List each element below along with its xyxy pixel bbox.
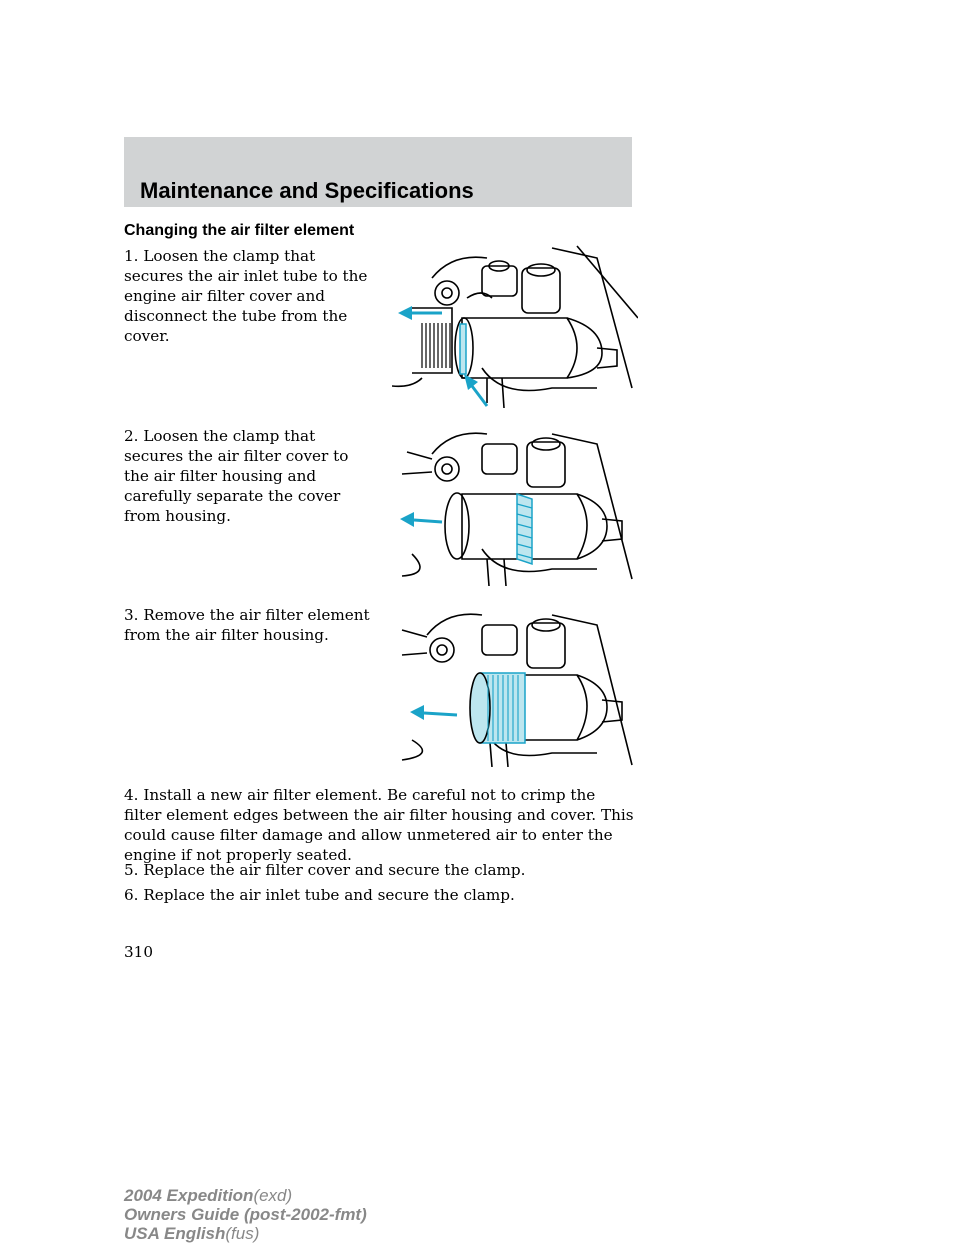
section-heading: Changing the air filter element [124, 222, 355, 239]
step-5-text: 5. Replace the air filter cover and secure the clamp. [124, 861, 526, 879]
page-title: Maintenance and Specifications [140, 178, 474, 203]
page-number: 310 [124, 943, 153, 961]
footer-line-3 [124, 1224, 367, 1243]
footer-model-code: (exd) [253, 1186, 293, 1205]
step-3-text: 3. Remove the air filter element from the air filter housing. [124, 606, 370, 644]
step-4-text: 4. Install a new air filter element. Be careful not to crimp the filter element edges between the air filter housing and cover. This could cause filter damage and allow unmetered air to enter the engine if not properly seated. [124, 786, 634, 864]
footer [124, 1186, 367, 1243]
step-2-text: 2. Loosen the clamp that secures the air filter cover to the air filter housing and carefully separate the cover from housing. [124, 427, 349, 525]
filter-element-illustration [392, 605, 638, 767]
footer-language: USA English [124, 1224, 226, 1243]
filter-cover-illustration [392, 424, 638, 586]
air-inlet-tube-illustration [392, 238, 638, 410]
footer-language-code: (fus) [225, 1224, 260, 1243]
footer-model: 2004 Expedition [124, 1186, 254, 1205]
footer-line-1 [124, 1186, 367, 1205]
step-6-text: 6. Replace the air inlet tube and secure the clamp. [124, 886, 515, 904]
footer-guide: Owners Guide (post-2002-fmt) [124, 1205, 367, 1224]
step-1-text: 1. Loosen the clamp that secures the air inlet tube to the engine air filter cover and disconnect the tube from the cover. [124, 247, 368, 345]
